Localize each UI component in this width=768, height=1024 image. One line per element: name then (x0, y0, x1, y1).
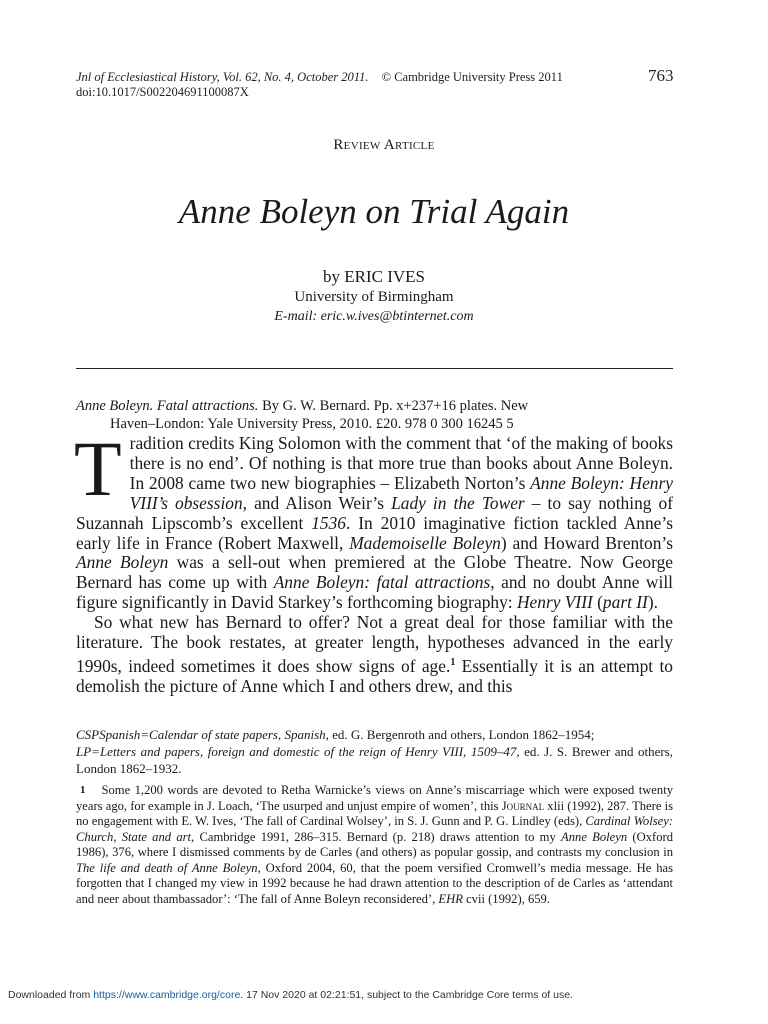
text-run: , ed. J. S. Brewer and others, London 1862–1932. (76, 744, 673, 776)
text-run: cvii (1992), 659. (462, 891, 550, 906)
text-run: ) and Howard Brenton’s (500, 532, 673, 553)
book-reference: Anne Boleyn (561, 829, 628, 844)
book-reference: part II (602, 592, 648, 613)
text-run: xlii (1992), 287. There is no engagement with E. W. Ives, ‘The fall of Cardinal Wolsey’, in S. J. Gunn and P. G. Lindley (eds), (76, 798, 673, 828)
book-reference: Mademoiselle Boleyn (349, 532, 501, 553)
text-run: was a sell-out when premiered at the Globe Theatre. Now George Bernard has come up with (76, 552, 673, 593)
reviewed-book-citation (76, 397, 673, 433)
title-divider (76, 368, 673, 369)
text-run: , Oxford 2004, 60, that the poem versified Cromwell’s media message. He has forgotten that I changed my view in 1992 because he had drawn attention to the description of de Carles as ‘attendant and neer about thambassador’: ‘The fall of Anne Boleyn reconsidered’, (76, 860, 673, 906)
article-title: Anne Boleyn on Trial Again (178, 192, 570, 231)
byline (0, 267, 748, 287)
book-details-line2: Haven–London: Yale University Press, 2010. £20. 978 0 300 16245 5 (110, 416, 514, 432)
book-reference: Lady in the Tower (391, 492, 525, 513)
book-reference: Anne Boleyn: fatal attractions (273, 572, 491, 593)
download-notice (8, 989, 573, 1001)
footnote-1 (76, 783, 673, 907)
drop-cap: T (74, 425, 122, 512)
text-run: , ed. G. Bergenroth and others, London 1862–1954; (325, 727, 595, 742)
journal-reference: EHR (438, 891, 463, 906)
running-header (76, 70, 563, 100)
cambridge-core-link[interactable]: https://www.cambridge.org/core (93, 989, 241, 1001)
copyright-notice: © Cambridge University Press 2011 (381, 70, 563, 84)
book-reference: 1536 (311, 512, 346, 533)
text-run: (Oxford 1986), 376, where I dismissed comments by de Carles (and others) as popular gossip, and contrasts my conclusion in (76, 829, 673, 859)
paragraph-2 (76, 613, 673, 696)
text-run: Some 1,200 words are devoted to Retha Warnicke’s views on Anne’s miscarriage which were exposed twenty years ago, for example in J. Loach, ‘The usurped and unjust empire of women’, this (76, 783, 673, 813)
abbreviation-term: CSPSpanish=Calendar of state papers, Spanish (76, 727, 326, 742)
book-reference: Cardinal Wolsey: Church, State and art (76, 814, 673, 844)
text-run: ). (647, 592, 658, 613)
book-reference: Henry VIII (516, 592, 593, 613)
book-reference: Anne Boleyn: Henry VIII’s obsession (129, 472, 673, 513)
journal-citation: Jnl of Ecclesiastical History, Vol. 62, No. 4, October 2011. (76, 70, 369, 84)
text-run: ( (592, 592, 603, 613)
text-run: radition credits King Solomon with the comment that ‘of the making of books there is no end’. Of nothing is that more true than books about Anne Boleyn. In 2008 came two new biographies – Elizabeth Norton’s (129, 433, 673, 493)
text-run: Essentially it is an attempt to demolish the picture of Anne which I and others drew, and this (76, 655, 673, 696)
footnote-ref-1[interactable]: 1 (450, 656, 456, 668)
paragraph-1 (74, 425, 674, 613)
author-name: ERIC IVES (344, 267, 425, 286)
book-title: Anne Boleyn. Fatal attractions. (76, 398, 259, 414)
text-run: , and Alison Weir’s (242, 492, 392, 513)
author-affiliation: University of Birmingham (294, 289, 454, 305)
article-type: Review Article (333, 137, 435, 153)
abbreviations-note (76, 726, 673, 777)
article-body (74, 425, 674, 697)
page-number: 763 (648, 66, 674, 85)
book-reference: The life and death of Anne Boleyn (76, 860, 258, 875)
text-run: , and no doubt Anne will figure significantly in David Starkey’s forthcoming biography: (76, 572, 673, 613)
doi: doi:10.1017/S002204691100087X (76, 85, 249, 99)
text-run: . In 2010 imaginative fiction tackled Anne’s early life in France (Robert Maxwell, (76, 512, 673, 553)
text-run: So what new has Bernard to offer? Not a great deal for those familiar with the literature. The book restates, at greater length, hypotheses advanced in the early 1990s, indeed sometimes it does show signs of age. (76, 612, 673, 676)
book-details-line1: By G. W. Bernard. Pp. x+237+16 plates. New (262, 398, 529, 414)
footnote-marker: 1 (80, 784, 86, 796)
author-email[interactable]: E-mail: eric.w.ives@btinternet.com (274, 309, 474, 324)
text-run: . 17 Nov 2020 at 02:21:51, subject to the Cambridge Core terms of use. (240, 989, 573, 1001)
abbreviation-term: LP=Letters and papers, foreign and domestic of the reign of Henry VIII, 1509–47 (76, 744, 517, 759)
byline-prefix: by (323, 267, 340, 286)
book-reference: Anne Boleyn (76, 552, 169, 573)
text-run: – to say nothing of Suzannah Lipscomb’s excellent (76, 492, 674, 533)
text-run: , Cambridge 1991, 286–315. Bernard (p. 218) draws attention to my (191, 829, 562, 844)
text-run: Downloaded from (8, 989, 94, 1001)
journal-abbrev: Journal (501, 798, 545, 813)
